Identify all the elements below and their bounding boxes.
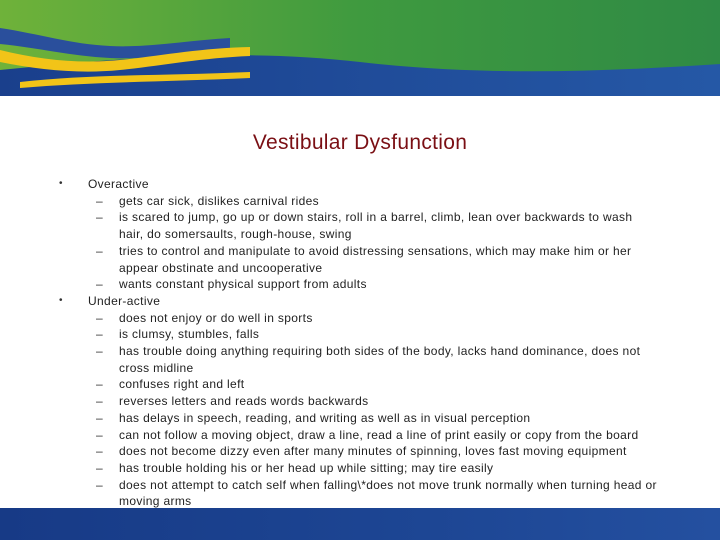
sub-bullet-item (59, 443, 659, 460)
sub-bullet-item (59, 460, 659, 477)
sub-bullet-item (59, 343, 659, 376)
header-banner (0, 0, 720, 96)
dash-icon: – (96, 243, 104, 258)
sub-bullet-item (59, 376, 659, 393)
sub-bullet-text: reverses letters and reads words backwards (119, 394, 369, 409)
sub-bullet-text: gets car sick, dislikes carnival rides (119, 193, 320, 208)
sub-bullet-text: tries to control and manipulate to avoid distressing sensations, which may make him or her appear obstinate and uncooperative (119, 243, 632, 275)
dash-icon: – (96, 460, 104, 475)
sub-bullet-text: does not attempt to catch self when falling\*does not move trunk normally when turning head or moving arms (119, 477, 657, 509)
footer-bar (0, 508, 720, 540)
sub-bullet-text: does not become dizzy even after many minutes of spinning, loves fast moving equipment (119, 444, 627, 459)
dash-icon: – (96, 394, 104, 409)
sub-bullet-text: has trouble holding his or her head up while sitting; may tire easily (119, 460, 494, 475)
bullet-icon: • (59, 294, 63, 306)
dash-icon: – (96, 477, 104, 492)
dash-icon: – (96, 327, 104, 342)
bullet-item (59, 176, 659, 193)
dash-icon: – (96, 344, 104, 359)
sub-bullet-item (59, 477, 659, 510)
sub-bullet-text: does not enjoy or do well in sports (119, 310, 313, 325)
slide-content (59, 176, 659, 510)
slide-title: Vestibular Dysfunction (252, 131, 468, 154)
dash-icon: – (96, 444, 104, 459)
dash-icon: – (96, 410, 104, 425)
sub-bullet-text: wants constant physical support from adults (119, 277, 367, 292)
sub-bullet-text: is clumsy, stumbles, falls (119, 327, 260, 342)
section-heading: Under-active (88, 293, 161, 308)
dash-icon: – (96, 210, 104, 225)
bullet-item (59, 293, 659, 310)
dash-icon: – (96, 193, 104, 208)
sub-bullet-text: confuses right and left (119, 377, 245, 392)
dash-icon: – (96, 377, 104, 392)
sub-bullet-item (59, 310, 659, 327)
sub-bullet-item (59, 243, 659, 276)
sub-bullet-item (59, 393, 659, 410)
sub-bullet-item (59, 193, 659, 210)
sub-bullet-item (59, 326, 659, 343)
sub-bullet-item (59, 209, 659, 242)
sub-bullet-item (59, 410, 659, 427)
sub-bullet-text: has delays in speech, reading, and writing as well as in visual perception (119, 410, 531, 425)
dash-icon: – (96, 427, 104, 442)
sub-bullet-text: is scared to jump, go up or down stairs, roll in a barrel, climb, lean over backwards to wash hair, do somersaults, rough-house, swing (119, 210, 633, 242)
sub-bullet-item (59, 427, 659, 444)
sub-bullet-text: has trouble doing anything requiring both sides of the body, lacks hand dominance, does not cross midline (119, 344, 641, 375)
bullet-icon: • (59, 178, 63, 189)
section-heading: Overactive (88, 177, 149, 191)
dash-icon: – (96, 277, 104, 292)
sub-bullet-item (59, 276, 659, 293)
sub-bullet-text: can not follow a moving object, draw a line, read a line of print easily or copy from the board (119, 427, 639, 442)
dash-icon: – (96, 310, 104, 325)
